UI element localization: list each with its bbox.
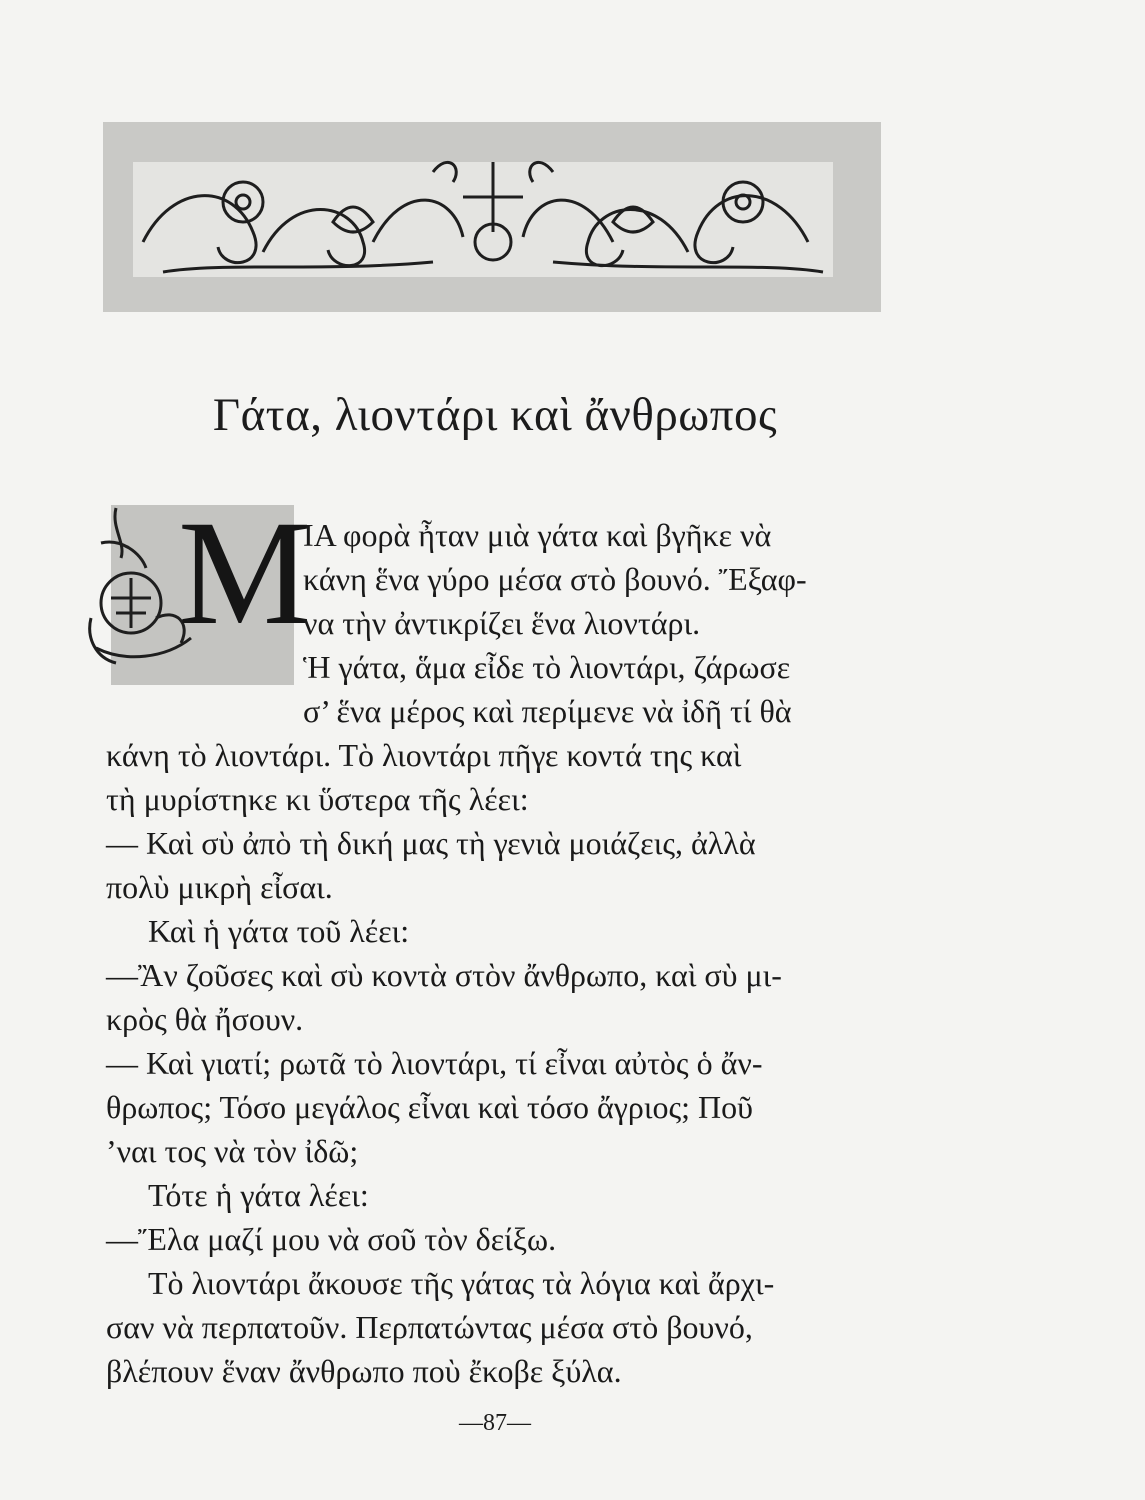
drop-cap-letter: Μ: [178, 490, 312, 656]
page-number: —87—: [459, 1410, 531, 1436]
text-line-7: τὴ μυρίστηκε κι ὕστερα τῆς λέει:: [106, 781, 529, 817]
text-line-11: —Ἂν ζοῦσες καὶ σὺ κοντὰ στὸν ἄνθρωπο, καὶ σὺ μι-: [106, 957, 782, 993]
text-line-12: κρὸς θὰ ἤσουν.: [106, 1001, 304, 1037]
story-title: Γάτα, λιοντάρι καὶ ἄνθρωπος: [212, 389, 778, 441]
text-line-6: κάνη τὸ λιοντάρι. Τὸ λιοντάρι πῆγε κοντά της καὶ: [106, 737, 742, 773]
text-line-3: να τὴν ἀντικρίζει ἕνα λιοντάρι.: [303, 605, 701, 641]
text-line-1: ΙΑ φορὰ ἦταν μιὰ γάτα καὶ βγῆκε νὰ: [303, 517, 772, 553]
text-line-5: σ’ ἕνα μέρος καὶ περίμενε νὰ ἰδῆ τί θὰ: [303, 693, 792, 729]
text-line-9: πολὺ μικρὴ εἶσαι.: [106, 869, 333, 905]
text-line-16: Τότε ἡ γάτα λέει:: [148, 1177, 369, 1213]
text-line-10: Καὶ ἡ γάτα τοῦ λέει:: [148, 913, 410, 949]
text-line-15: ’ναι τος νὰ τὸν ἰδῶ;: [106, 1133, 359, 1169]
text-line-14: θρωπος; Τόσο μεγάλος εἶναι καὶ τόσο ἄγριος; Ποῦ: [106, 1089, 753, 1125]
text-line-4: Ἡ γάτα, ἅμα εἶδε τὸ λιοντάρι, ζάρωσε: [303, 649, 791, 685]
text-line-13: — Καὶ γιατί; ρωτᾶ τὸ λιοντάρι, τί εἶναι αὐτὸς ὁ ἄν-: [106, 1045, 763, 1081]
text-line-2: κάνη ἕνα γύρο μέσα στὸ βουνό. Ἔξαφ-: [303, 561, 807, 597]
text-line-17: —Ἔλα μαζί μου νὰ σοῦ τὸν δείξω.: [106, 1221, 557, 1257]
text-line-20: βλέπουν ἕναν ἄνθρωπο ποὺ ἔκοβε ξύλα.: [106, 1353, 622, 1389]
text-line-19: σαν νὰ περπατοῦν. Περπατώντας μέσα στὸ βουνό,: [106, 1309, 753, 1345]
text-line-18: Τὸ λιοντάρι ἄκουσε τῆς γάτας τὰ λόγια καὶ ἄρχι-: [148, 1265, 775, 1301]
header-ornament: [103, 122, 881, 312]
text-line-8: — Καὶ σὺ ἀπὸ τὴ δική μας τὴ γενιὰ μοιάζεις, ἀλλὰ: [106, 825, 756, 861]
